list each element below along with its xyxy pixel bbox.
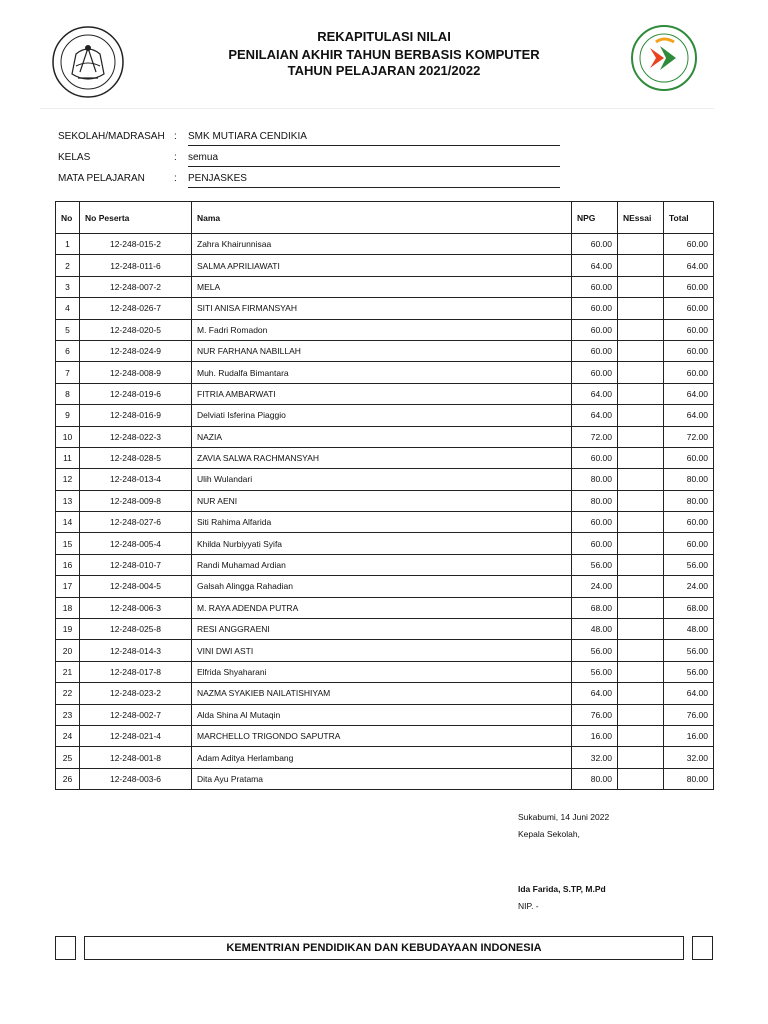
- cell-npg: 56.00: [572, 661, 618, 682]
- cell-participant-no: 12-248-008-9: [80, 362, 192, 383]
- cell-no: 24: [56, 725, 80, 746]
- cell-npg: 24.00: [572, 576, 618, 597]
- cell-no: 26: [56, 768, 80, 789]
- cell-participant-no: 12-248-026-7: [80, 298, 192, 319]
- table-row: [56, 661, 714, 682]
- cell-name: M. Fadri Romadon: [192, 319, 572, 340]
- cell-npg: 56.00: [572, 640, 618, 661]
- cell-name: NUR FARHANA NABILLAH: [192, 340, 572, 361]
- cell-no: 25: [56, 747, 80, 768]
- cell-nessai: [618, 319, 664, 340]
- cell-total: 56.00: [664, 661, 714, 682]
- cell-nessai: [618, 768, 664, 789]
- cell-no: 21: [56, 661, 80, 682]
- header-divider: [40, 108, 714, 109]
- table-row: [56, 383, 714, 404]
- cell-nessai: [618, 298, 664, 319]
- table-row: [56, 683, 714, 704]
- table-row: [56, 405, 714, 426]
- cell-total: 72.00: [664, 426, 714, 447]
- table-row: [56, 234, 714, 255]
- cell-nessai: [618, 340, 664, 361]
- cell-npg: 60.00: [572, 512, 618, 533]
- cell-nessai: [618, 276, 664, 297]
- cell-total: 60.00: [664, 447, 714, 468]
- table-row: [56, 426, 714, 447]
- cell-participant-no: 12-248-019-6: [80, 383, 192, 404]
- cell-nessai: [618, 255, 664, 276]
- cell-no: 4: [56, 298, 80, 319]
- cell-name: Adam Aditya Herlambang: [192, 747, 572, 768]
- tut-wuri-handayani-logo: [50, 24, 126, 100]
- table-row: [56, 747, 714, 768]
- cell-no: 20: [56, 640, 80, 661]
- mutiara-cendikia-logo: [630, 24, 698, 92]
- footer-right-box: [692, 936, 713, 960]
- cell-npg: 48.00: [572, 619, 618, 640]
- cell-npg: 80.00: [572, 768, 618, 789]
- cell-npg: 60.00: [572, 276, 618, 297]
- cell-total: 60.00: [664, 319, 714, 340]
- cell-name: Dita Ayu Pratama: [192, 768, 572, 789]
- cell-participant-no: 12-248-011-6: [80, 255, 192, 276]
- table-row: [56, 533, 714, 554]
- cell-participant-no: 12-248-013-4: [80, 469, 192, 490]
- table-row: [56, 512, 714, 533]
- table-row: [56, 640, 714, 661]
- cell-name: ZAVIA SALWA RACHMANSYAH: [192, 447, 572, 468]
- cell-nessai: [618, 426, 664, 447]
- table-row: [56, 362, 714, 383]
- cell-total: 80.00: [664, 490, 714, 511]
- cell-no: 9: [56, 405, 80, 426]
- info-separator: :: [174, 173, 177, 184]
- cell-no: 15: [56, 533, 80, 554]
- cell-name: NAZMA SYAKIEB NAILATISHIYAM: [192, 683, 572, 704]
- cell-participant-no: 12-248-025-8: [80, 619, 192, 640]
- info-subject-value: PENJASKES: [188, 173, 247, 184]
- cell-nessai: [618, 747, 664, 768]
- col-header-name: Nama: [192, 202, 572, 234]
- cell-total: 56.00: [664, 640, 714, 661]
- cell-total: 32.00: [664, 747, 714, 768]
- info-school-value: SMK MUTIARA CENDIKIA: [188, 131, 307, 142]
- cell-participant-no: 12-248-010-7: [80, 554, 192, 575]
- cell-total: 64.00: [664, 683, 714, 704]
- cell-participant-no: 12-248-015-2: [80, 234, 192, 255]
- cell-no: 3: [56, 276, 80, 297]
- table-row: [56, 298, 714, 319]
- cell-npg: 72.00: [572, 426, 618, 447]
- cell-no: 7: [56, 362, 80, 383]
- col-header-participant-no: No Peserta: [80, 202, 192, 234]
- signature-role: Kepala Sekolah,: [518, 829, 580, 839]
- cell-nessai: [618, 512, 664, 533]
- cell-participant-no: 12-248-017-8: [80, 661, 192, 682]
- cell-name: Muh. Rudalfa Bimantara: [192, 362, 572, 383]
- cell-nessai: [618, 469, 664, 490]
- cell-participant-no: 12-248-021-4: [80, 725, 192, 746]
- info-class-label: KELAS: [58, 152, 91, 163]
- cell-total: 60.00: [664, 298, 714, 319]
- cell-nessai: [618, 554, 664, 575]
- table-row: [56, 276, 714, 297]
- cell-name: Siti Rahima Alfarida: [192, 512, 572, 533]
- cell-nessai: [618, 490, 664, 511]
- table-row: [56, 554, 714, 575]
- info-separator: :: [174, 152, 177, 163]
- table-row: [56, 725, 714, 746]
- cell-name: Elfrida Shyaharani: [192, 661, 572, 682]
- info-class-value: semua: [188, 152, 219, 163]
- info-school: [58, 129, 578, 147]
- cell-npg: 32.00: [572, 747, 618, 768]
- cell-participant-no: 12-248-022-3: [80, 426, 192, 447]
- cell-name: Ulih Wulandari: [192, 469, 572, 490]
- cell-participant-no: 12-248-001-8: [80, 747, 192, 768]
- cell-participant-no: 12-248-007-2: [80, 276, 192, 297]
- cell-participant-no: 12-248-023-2: [80, 683, 192, 704]
- cell-name: VINI DWI ASTI: [192, 640, 572, 661]
- cell-total: 24.00: [664, 576, 714, 597]
- cell-name: Delviati Isferina Piaggio: [192, 405, 572, 426]
- cell-participant-no: 12-248-004-5: [80, 576, 192, 597]
- cell-nessai: [618, 683, 664, 704]
- signature-name: Ida Farida, S.TP, M.Pd: [518, 884, 606, 894]
- cell-participant-no: 12-248-020-5: [80, 319, 192, 340]
- cell-name: NUR AENI: [192, 490, 572, 511]
- cell-npg: 60.00: [572, 447, 618, 468]
- cell-npg: 60.00: [572, 362, 618, 383]
- info-subject: [58, 171, 578, 189]
- cell-name: Zahra Khairunnisaa: [192, 234, 572, 255]
- cell-total: 64.00: [664, 405, 714, 426]
- table-row: [56, 469, 714, 490]
- cell-no: 2: [56, 255, 80, 276]
- cell-total: 60.00: [664, 362, 714, 383]
- cell-npg: 60.00: [572, 234, 618, 255]
- cell-no: 19: [56, 619, 80, 640]
- cell-nessai: [618, 383, 664, 404]
- footer-left-box: [55, 936, 76, 960]
- cell-total: 60.00: [664, 340, 714, 361]
- cell-no: 18: [56, 597, 80, 618]
- cell-npg: 60.00: [572, 533, 618, 554]
- cell-participant-no: 12-248-005-4: [80, 533, 192, 554]
- cell-npg: 64.00: [572, 383, 618, 404]
- cell-npg: 80.00: [572, 490, 618, 511]
- cell-npg: 60.00: [572, 298, 618, 319]
- table-row: [56, 319, 714, 340]
- col-header-npg: NPG: [572, 202, 618, 234]
- grades-table: [55, 201, 714, 790]
- table-row: [56, 768, 714, 789]
- table-row: [56, 619, 714, 640]
- col-header-total: Total: [664, 202, 714, 234]
- cell-no: 23: [56, 704, 80, 725]
- cell-total: 16.00: [664, 725, 714, 746]
- cell-participant-no: 12-248-028-5: [80, 447, 192, 468]
- report-title: REKAPITULASI NILAI: [317, 29, 451, 44]
- table-row: [56, 704, 714, 725]
- cell-nessai: [618, 405, 664, 426]
- table-row: [56, 597, 714, 618]
- info-underline: [188, 166, 560, 167]
- cell-total: 80.00: [664, 768, 714, 789]
- cell-total: 64.00: [664, 255, 714, 276]
- cell-no: 14: [56, 512, 80, 533]
- cell-total: 64.00: [664, 383, 714, 404]
- cell-total: 60.00: [664, 512, 714, 533]
- info-underline: [188, 145, 560, 146]
- cell-name: Alda Shina Al Mutaqin: [192, 704, 572, 725]
- col-header-nessai: NEssai: [618, 202, 664, 234]
- signature-nip: NIP. -: [518, 901, 539, 911]
- cell-no: 5: [56, 319, 80, 340]
- cell-participant-no: 12-248-024-9: [80, 340, 192, 361]
- cell-participant-no: 12-248-014-3: [80, 640, 192, 661]
- cell-npg: 64.00: [572, 683, 618, 704]
- cell-total: 60.00: [664, 533, 714, 554]
- cell-name: MELA: [192, 276, 572, 297]
- cell-npg: 16.00: [572, 725, 618, 746]
- cell-npg: 76.00: [572, 704, 618, 725]
- cell-no: 1: [56, 234, 80, 255]
- cell-participant-no: 12-248-006-3: [80, 597, 192, 618]
- info-school-label: SEKOLAH/MADRASAH: [58, 131, 165, 142]
- report-subtitle: PENILAIAN AKHIR TAHUN BERBASIS KOMPUTER: [228, 47, 540, 62]
- table-row: [56, 490, 714, 511]
- info-subject-label: MATA PELAJARAN: [58, 173, 145, 184]
- cell-nessai: [618, 447, 664, 468]
- cell-npg: 60.00: [572, 319, 618, 340]
- cell-no: 16: [56, 554, 80, 575]
- cell-participant-no: 12-248-002-7: [80, 704, 192, 725]
- cell-total: 60.00: [664, 234, 714, 255]
- cell-total: 56.00: [664, 554, 714, 575]
- cell-nessai: [618, 533, 664, 554]
- cell-name: Galsah Alingga Rahadian: [192, 576, 572, 597]
- signature-place-date: Sukabumi, 14 Juni 2022: [518, 812, 610, 822]
- cell-name: M. RAYA ADENDA PUTRA: [192, 597, 572, 618]
- cell-no: 12: [56, 469, 80, 490]
- cell-name: RESI ANGGRAENI: [192, 619, 572, 640]
- cell-name: FITRIA AMBARWATI: [192, 383, 572, 404]
- info-underline: [188, 187, 560, 188]
- cell-nessai: [618, 234, 664, 255]
- table-row: [56, 255, 714, 276]
- cell-total: 80.00: [664, 469, 714, 490]
- cell-no: 11: [56, 447, 80, 468]
- cell-participant-no: 12-248-009-8: [80, 490, 192, 511]
- info-separator: :: [174, 131, 177, 142]
- footer-ministry: KEMENTRIAN PENDIDIKAN DAN KEBUDAYAAN INDONESIA: [84, 936, 684, 960]
- cell-npg: 56.00: [572, 554, 618, 575]
- cell-name: Khilda Nurbiyyati Syifa: [192, 533, 572, 554]
- cell-total: 76.00: [664, 704, 714, 725]
- cell-name: SALMA APRILIAWATI: [192, 255, 572, 276]
- cell-nessai: [618, 597, 664, 618]
- col-header-no: No: [56, 202, 80, 234]
- info-class: [58, 150, 578, 168]
- cell-no: 8: [56, 383, 80, 404]
- cell-total: 48.00: [664, 619, 714, 640]
- cell-no: 22: [56, 683, 80, 704]
- cell-total: 68.00: [664, 597, 714, 618]
- cell-npg: 64.00: [572, 405, 618, 426]
- cell-npg: 68.00: [572, 597, 618, 618]
- cell-name: MARCHELLO TRIGONDO SAPUTRA: [192, 725, 572, 746]
- cell-no: 6: [56, 340, 80, 361]
- cell-nessai: [618, 576, 664, 597]
- cell-name: NAZIA: [192, 426, 572, 447]
- cell-no: 17: [56, 576, 80, 597]
- cell-nessai: [618, 661, 664, 682]
- cell-participant-no: 12-248-016-9: [80, 405, 192, 426]
- table-row: [56, 576, 714, 597]
- table-row: [56, 447, 714, 468]
- cell-nessai: [618, 704, 664, 725]
- cell-name: SITI ANISA FIRMANSYAH: [192, 298, 572, 319]
- cell-no: 13: [56, 490, 80, 511]
- cell-nessai: [618, 362, 664, 383]
- table-header-row: [56, 202, 714, 234]
- cell-total: 60.00: [664, 276, 714, 297]
- cell-npg: 64.00: [572, 255, 618, 276]
- cell-nessai: [618, 725, 664, 746]
- academic-year: TAHUN PELAJARAN 2021/2022: [287, 63, 481, 78]
- cell-participant-no: 12-248-003-6: [80, 768, 192, 789]
- cell-name: Randi Muhamad Ardian: [192, 554, 572, 575]
- cell-nessai: [618, 619, 664, 640]
- cell-npg: 80.00: [572, 469, 618, 490]
- cell-no: 10: [56, 426, 80, 447]
- table-row: [56, 340, 714, 361]
- cell-participant-no: 12-248-027-6: [80, 512, 192, 533]
- cell-nessai: [618, 640, 664, 661]
- cell-npg: 60.00: [572, 340, 618, 361]
